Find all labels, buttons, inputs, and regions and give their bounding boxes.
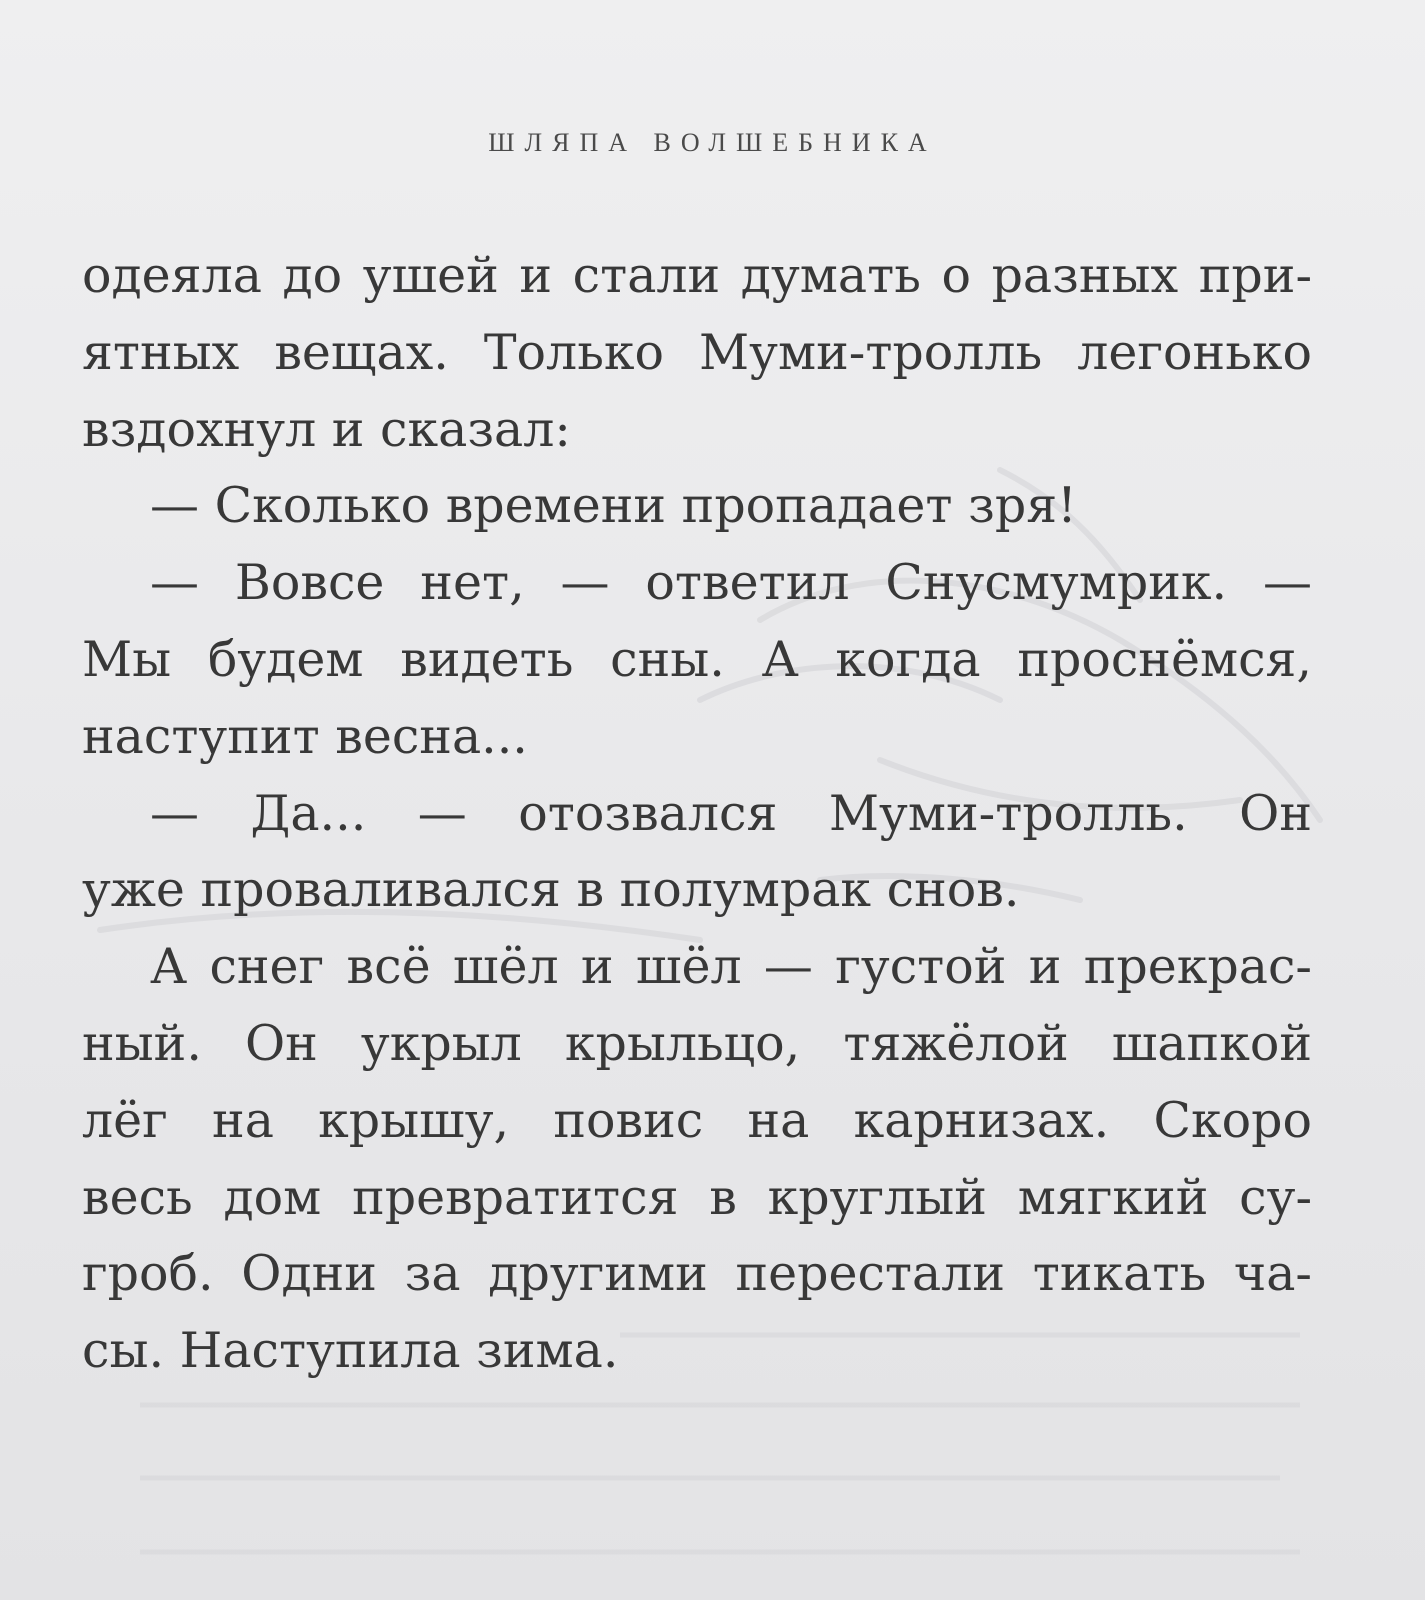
text-line: ный. Он укрыл крыльцо, тяжёлой шапкой xyxy=(82,1014,1312,1072)
running-head: ШЛЯПА ВОЛШЕБНИКА xyxy=(488,128,937,157)
text-line: весь дом превратится в круглый мягкий су- xyxy=(82,1168,1312,1226)
text-line: одеяла до ушей и стали думать о разных при- xyxy=(82,247,1312,304)
text-line: наступит весна... xyxy=(82,707,528,765)
text-line: гроб. Одни за другими перестали тикать ча- xyxy=(82,1245,1312,1303)
text-line: — Да... — отозвался Муми-тролль. Он xyxy=(150,784,1312,842)
text-line: — Сколько времени пропадает зря! xyxy=(150,477,1077,535)
text-line: сы. Наступила зима. xyxy=(82,1322,619,1380)
body-text xyxy=(82,238,1312,1390)
text-line: лёг на крышу, повис на карнизах. Скоро xyxy=(82,1091,1312,1149)
text-line: — Вовсе нет, — ответил Снусмумрик. — xyxy=(150,554,1312,612)
text-line: ятных вещах. Только Муми-тролль легонько xyxy=(82,323,1312,381)
text-line: уже проваливался в полумрак снов. xyxy=(82,861,1020,919)
text-line: вздохнул и сказал: xyxy=(82,400,571,458)
text-line: Мы будем видеть сны. А когда проснёмся, xyxy=(82,630,1312,688)
text-line: А снег всё шёл и шёл — густой и прекрас- xyxy=(150,938,1312,996)
